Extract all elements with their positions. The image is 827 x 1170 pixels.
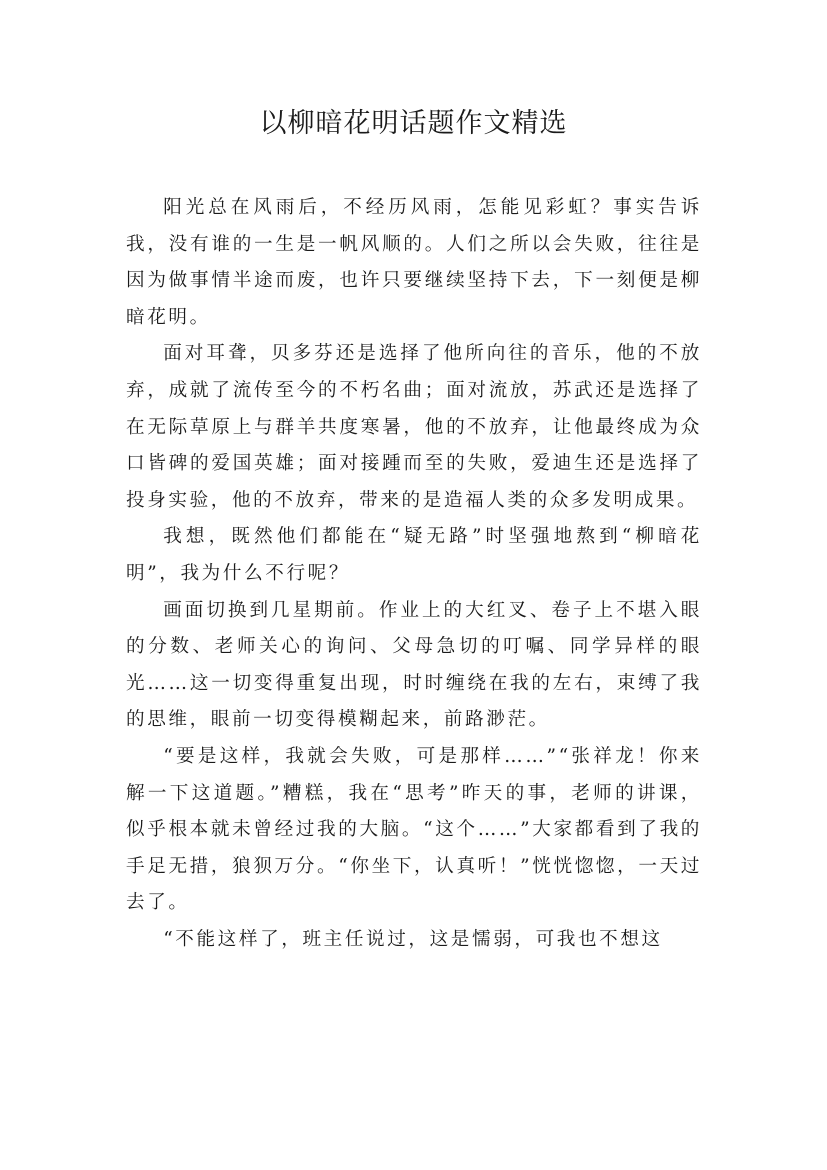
document-title: 以柳暗花明话题作文精选 [259,108,568,139]
paragraph: 阳光总在风雨后，不经历风雨，怎能见彩虹？事实告诉我，没有谁的一生是一帆风顺的。人们之所以会失败，往往是因为做事情半途而废，也许只要继续坚持下去，下一刻便是柳暗花明。 [126,197,702,328]
paragraph: 面对耳聋，贝多芬还是选择了他所向往的音乐，他的不放弃，成就了流传至今的不朽名曲；面对流放，苏武还是选择了在无际草原上与群羊共度寒暑，他的不放弃，让他最终成为众口皆碑的爱国英雄；面对接踵而至的失败，爱迪生还是选择了投身实验，他的不放弃，带来的是造福人类的众多发明成果。 [126,343,702,511]
paragraph: 我想，既然他们都能在“疑无路”时坚强地熬到“柳暗花明”，我为什么不行呢？ [126,526,702,584]
document-body [126,190,702,958]
paragraph: 画面切换到几星期前。作业上的大红叉、卷子上不堪入眼的分数、老师关心的询问、父母急切的叮嘱、同学异样的眼光……这一切变得重复出现，时时缠绕在我的左右，束缚了我的思维，眼前一切变得模糊起来，前路渺茫。 [126,599,702,731]
paragraph: “不能这样了，班主任说过，这是懦弱，可我也不想这 [163,928,663,950]
paragraph: “要是这样，我就会失败，可是那样……”“张祥龙！你来解一下这道题。”糟糕，我在“思考”昨天的事，老师的讲课，似乎根本就未曾经过我的大脑。“这个……”大家都看到了我的手足无措，狼狈万分。“你坐下，认真听！”恍恍惚惚，一天过去了。 [126,745,702,914]
